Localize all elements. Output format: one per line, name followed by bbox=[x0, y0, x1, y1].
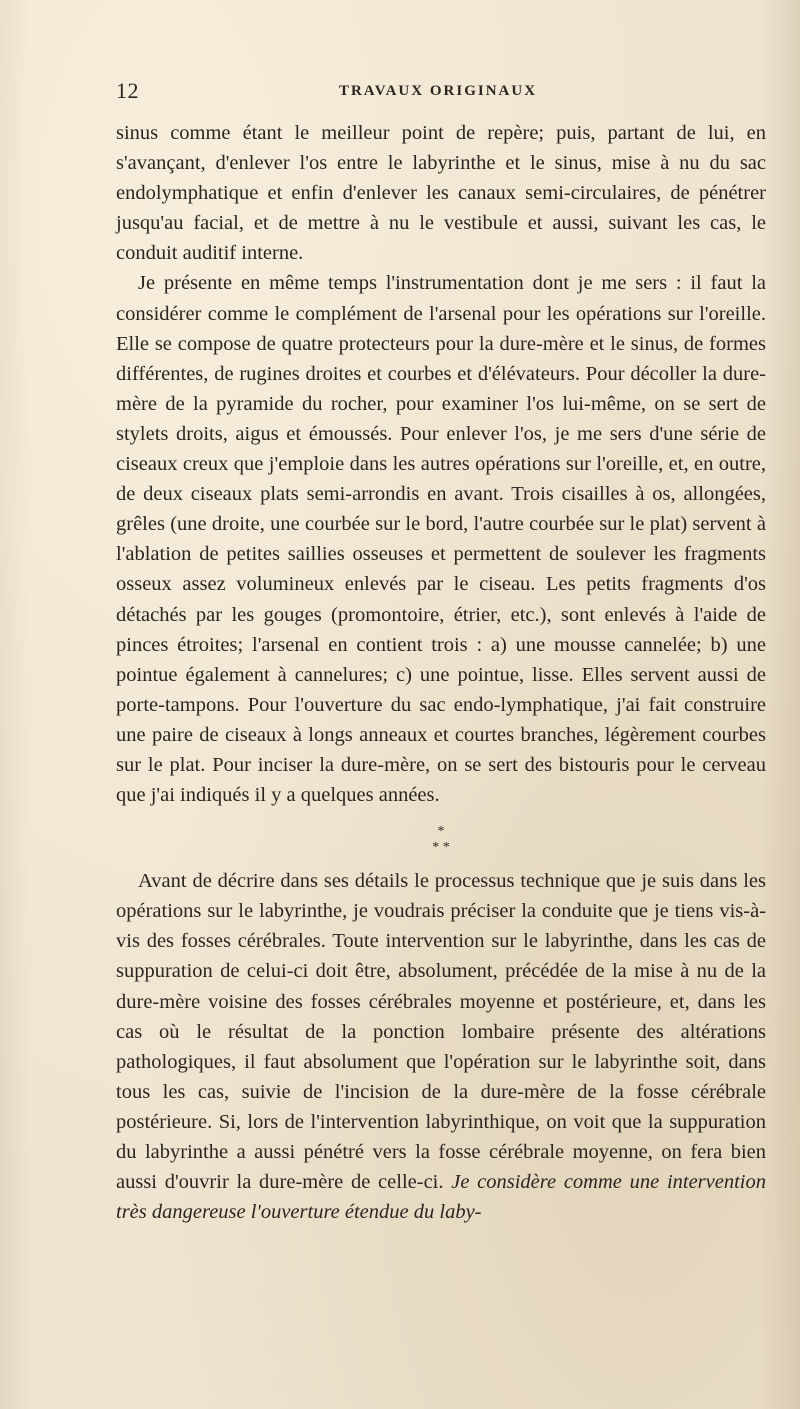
page-number: 12 bbox=[116, 78, 139, 103]
paragraph-continuation: sinus comme étant le meilleur point de repère; puis, partant de lui, en s'avançant, d'enlever l'os entre le labyrinthe et le sinus, mise à nu du sac endolymphatique et enfin d'enlever les canaux semi-circulaires, de pénétrer jusqu'au facial, et de mettre à nu le vestibule et aussi, suivant les cas, le conduit auditif interne. bbox=[116, 122, 766, 265]
asterism bbox=[116, 824, 766, 856]
paragraph-cerebral-fossae bbox=[116, 866, 766, 1227]
asterism-bottom: * * bbox=[432, 840, 450, 856]
body-text bbox=[116, 118, 766, 1227]
paragraph-instrumentation: Je présente en même temps l'instrumentation dont je me sers : il faut la considérer comme le complément de l'arsenal pour les opérations sur l'oreille. Elle se compose de quatre protecteurs pour la dure-mère et le sinus, de formes différentes, de rugines droites et courbes et d'élévateurs. Pour décoller la dure-mère de la pyramide du rocher, pour examiner l'os lui-même, on se sert de stylets droits, aigus et émoussés. Pour enlever l'os, je me sers d'une série de ciseaux creux que j'emploie dans les autres opérations sur l'oreille, et, en outre, de deux ciseaux plats semi-arrondis en avant. Trois cisailles à os, allongées, grêles (une droite, une courbée sur le bord, l'autre courbée sur le plat) servent à l'ablation de petites saillies osseuses et permettent de soulever les fragments osseux assez volumineux enlevés par le ciseau. Les petits fragments d'os détachés par les gouges (promontoire, étrier, etc.), sont enlevés à l'aide de pinces étroites; l'arsenal en contient trois : a) une mousse cannelée; b) une pointue également à cannelures; c) une pointue, lisse. Elles servent aussi de porte-tampons. Pour l'ouverture du sac endo-lymphatique, j'ai fait construire une paire de ciseaux à longs anneaux et courtes branches, légèrement courbes sur le plat. Pour inciser la dure-mère, on se sert des bistouris pour le cerveau que j'ai indiqués il y a quelques années. bbox=[116, 272, 766, 807]
paragraph-italic-tail: Je considère comme une intervention très dangereuse l'ouverture étendue du laby- bbox=[116, 1171, 767, 1224]
page-header bbox=[116, 78, 760, 106]
paragraph-cerebral-fossae-text: Avant de décrire dans ses détails le processus technique que je suis dans les opérations sur le labyrinthe, je voudrais préciser la conduite que je tiens vis-à-vis des fosses cérébrales. Toute intervention sur le labyrinthe, dans les cas de suppuration de celui-ci doit être, absolument, précédée de la mise à nu de la dure-mère voisine des fosses cérébrales moyenne et postérieure, et, dans les cas où le résultat de la ponction lombaire présente des altérations pathologiques, il faut absolument que l'opération sur le labyrinthe soit, dans tous les cas, suivie de l'incision de la dure-mère de la fosse cérébrale postérieure. Si, lors de l'intervention labyrinthique, on voit que la suppuration du labyrinthe a aussi pénétré vers la fosse cérébrale moyenne, on fera bien aussi d'ouvrir la dure-mère de celle-ci. bbox=[116, 870, 766, 1194]
asterism-top: * bbox=[437, 824, 445, 840]
running-title: TRAVAUX ORIGINAUX bbox=[338, 83, 538, 99]
